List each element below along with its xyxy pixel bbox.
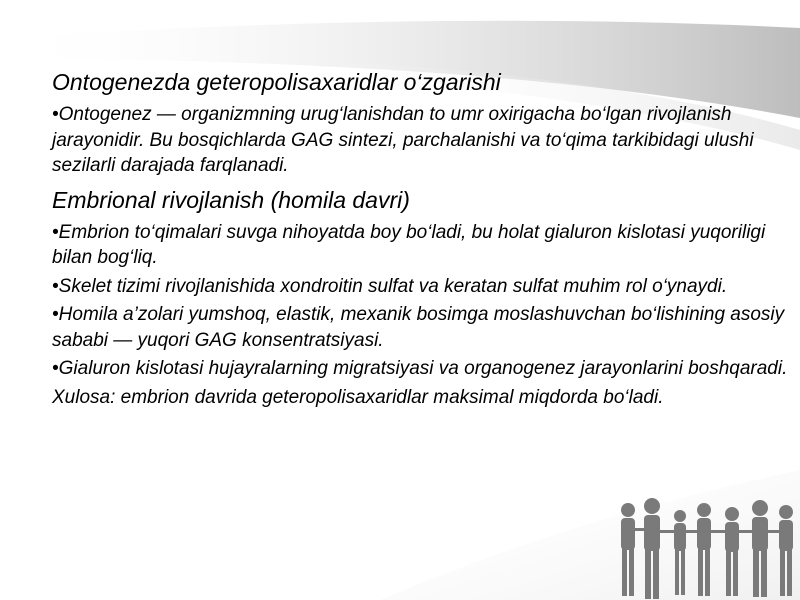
bullet-embrion-water: •Embrion to‘qimalari suvga nihoyatda boy bo‘ladi, bu holat gialuron kislotasi yuqoriligi bilan bog‘liq.: [52, 221, 766, 268]
paragraph-ontogenez-definition: •Ontogenez — organizmning urug‘lanishdan to umr oxirigacha bo‘lgan rivojlanish jarayonidir. Bu bosqichlarda GAG sintezi, parchalanishi va to‘qima tarkibidagi ulushi sezilarli darajada farqlanadi.: [52, 104, 754, 176]
bullet-organs: •Homila a’zolari yumshoq, elastik, mexanik bosimga moslashuvchan bo‘lishining asosiy sababi — yuqori GAG konsentratsiyasi.: [52, 304, 785, 351]
section-heading-ontogenez: Ontogenezda geteropolisaxaridlar o‘zgarishi: [52, 69, 501, 95]
bullet-hyaluronic: •Gialuron kislotasi hujayralarning migratsiyasi va organogenez jarayonlarini boshqaradi.: [52, 358, 788, 379]
people-silhouette-icon: [600, 480, 800, 600]
slide-content: [52, 68, 792, 413]
bullet-skeleton: •Skelet tizimi rivojlanishida xondroitin sulfat va keratan sulfat muhim rol o‘ynaydi.: [52, 275, 728, 297]
section-heading-embrional: Embrional rivojlanish (homila davri): [52, 186, 410, 213]
conclusion-text: Xulosa: embrion davrida geteropolisaxaridlar maksimal miqdorda bo‘ladi.: [52, 386, 664, 408]
